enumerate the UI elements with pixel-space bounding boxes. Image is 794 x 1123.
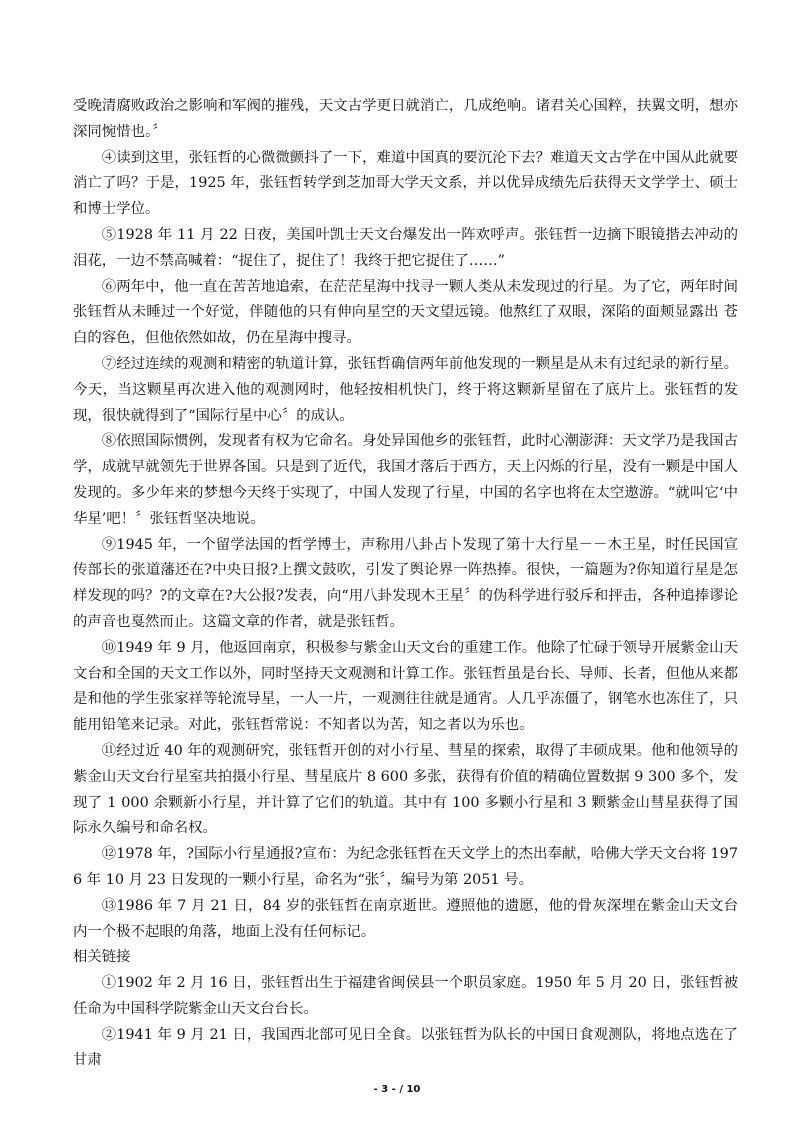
related-paragraph-2: ②1941 年 9 月 21 日，我国西北部可见日全食。以张钰哲为队长的中国日食观测队，将地点选在了甘肃	[73, 1026, 738, 1069]
page-number: - 3 - / 10	[373, 1084, 421, 1095]
paragraph-13: ⑬1986 年 7 月 21 日，84 岁的张钰哲在南京逝世。遵照他的遗愿，他的骨灰深埋在紫金山天文台内一个极不起眼的角落，地面上没有任何标记。	[73, 897, 738, 940]
paragraph-12: ⑫1978 年，?国际小行星通报?宣布：为纪念张钰哲在天文学上的杰出奉献，哈佛大学天文台将 1976 年 10 月 23 日发现的一颗小行星，命名为“张〞，编号为第 2051 号。	[73, 846, 738, 888]
document-body	[73, 94, 738, 1074]
paragraph-8: ⑧依照国际惯例，发现者有权为它命名。身处异国他乡的张钰哲，此时心潮澎湃：天文学乃是我国古学，成就早就领先于世界各国。只是到了近代，我国才落后于西方，天上闪烁的行星，没有一颗是中国人发现的。多少年来的梦想今天终于实现了，中国人发现了行星，中国的名字也将在太空遨游。“就叫它‘中华星’吧！〞张钰哲坚决地说。	[73, 433, 738, 527]
related-links-heading: 相关链接	[73, 949, 131, 966]
paragraph-4: ④读到这里，张钰哲的心微微颤抖了一下，难道中国真的要沉沦下去？难道天文古学在中国从此就要消亡了吗？于是，1925 年，张钰哲转学到芝加哥大学天文系，并以优异成绩先后获得天文学学士、硕士和博士学位。	[73, 149, 738, 218]
paragraph-9: ⑨1945 年，一个留学法国的哲学博士，声称用八卦占卜发现了第十大行星－－木王星，时任民国宣传部长的张道藩还在?中央日报?上撰文鼓吹，引发了舆论界一阵热捧。很快，一篇题为?你知道行星是怎样发现的吗？?的文章在?大公报?发表，向“用八卦发现木王星〞的伪科学进行驳斥和抨击，各种追捧谬论的声音也戛然而止。这篇文章的作者，就是张钰哲。	[73, 536, 738, 630]
paragraph-11: ⑪经过近 40 年的观测研究，张钰哲开创的对小行星、彗星的探索，取得了丰硕成果。他和他领导的紫金山天文台行星室共拍摄小行星、彗星底片 8 600 多张，获得有价值的精确位置数据 9 300 多个，发现了 1 000 余颗新小行星，并计算了它们的轨道。其中有 100 多颗小行星和 3 颗紫金山彗星获得了国际永久编号和命名权。	[73, 742, 738, 837]
paragraph-10: ⑩1949 年 9 月，他返回南京，积极参与紫金山天文台的重建工作。他除了忙碌于领导开展紫金山天文台和全国的天文工作以外，同时坚持天文观测和计算工作。张钰哲虽是台长、导师、长者，但他从来都是和他的学生张家祥等轮流导星，一人一片，一观测往往就是通宵。人几乎冻僵了，钢笔水也冻住了，只能用铅笔来记录。对此，张钰哲常说：不知者以为苦，知之者以为乐也。	[73, 639, 738, 734]
paragraph-continuation: 受晚清腐败政治之影响和军阀的摧残，天文古学更日就消亡，几成绝响。诸君关心国粹，扶翼文明，想亦深同惋惜也。〞	[73, 98, 738, 140]
paragraph-7: ⑦经过连续的观测和精密的轨道计算，张钰哲确信两年前他发现的一颗星是从未有过纪录的新行星。今天，当这颗星再次进入他的观测网时，他轻按相机快门，终于将这颗新星留在了底片上。张钰哲的发现，很快就得到了“国际行星中心〞的成认。	[73, 355, 738, 424]
paragraph-6: ⑥两年中，他一直在苦苦地追索，在茫茫星海中找寻一颗人类从未发现过的行星。为了它，两年时间张钰哲从未睡过一个好觉，伴随他的只有伸向星空的天文望远镜。他熬红了双眼，深陷的面颊显露出 苍白的容色，但他依然如故，仍在星海中搜寻。	[73, 278, 738, 347]
paragraph-5: ⑤1928 年 11 月 22 日夜，美国叶凯士天文台爆发出一阵欢呼声。张钰哲一边摘下眼镜揩去冲动的泪花，一边不禁高喊着：“捉住了，捉住了！我终于把它捉住了……”	[73, 226, 738, 269]
related-paragraph-1: ①1902 年 2 月 16 日，张钰哲出生于福建省闽侯县一个职员家庭。1950 年 5 月 20 日，张钰哲被任命为中国科学院紫金山天文台台长。	[73, 975, 738, 1017]
